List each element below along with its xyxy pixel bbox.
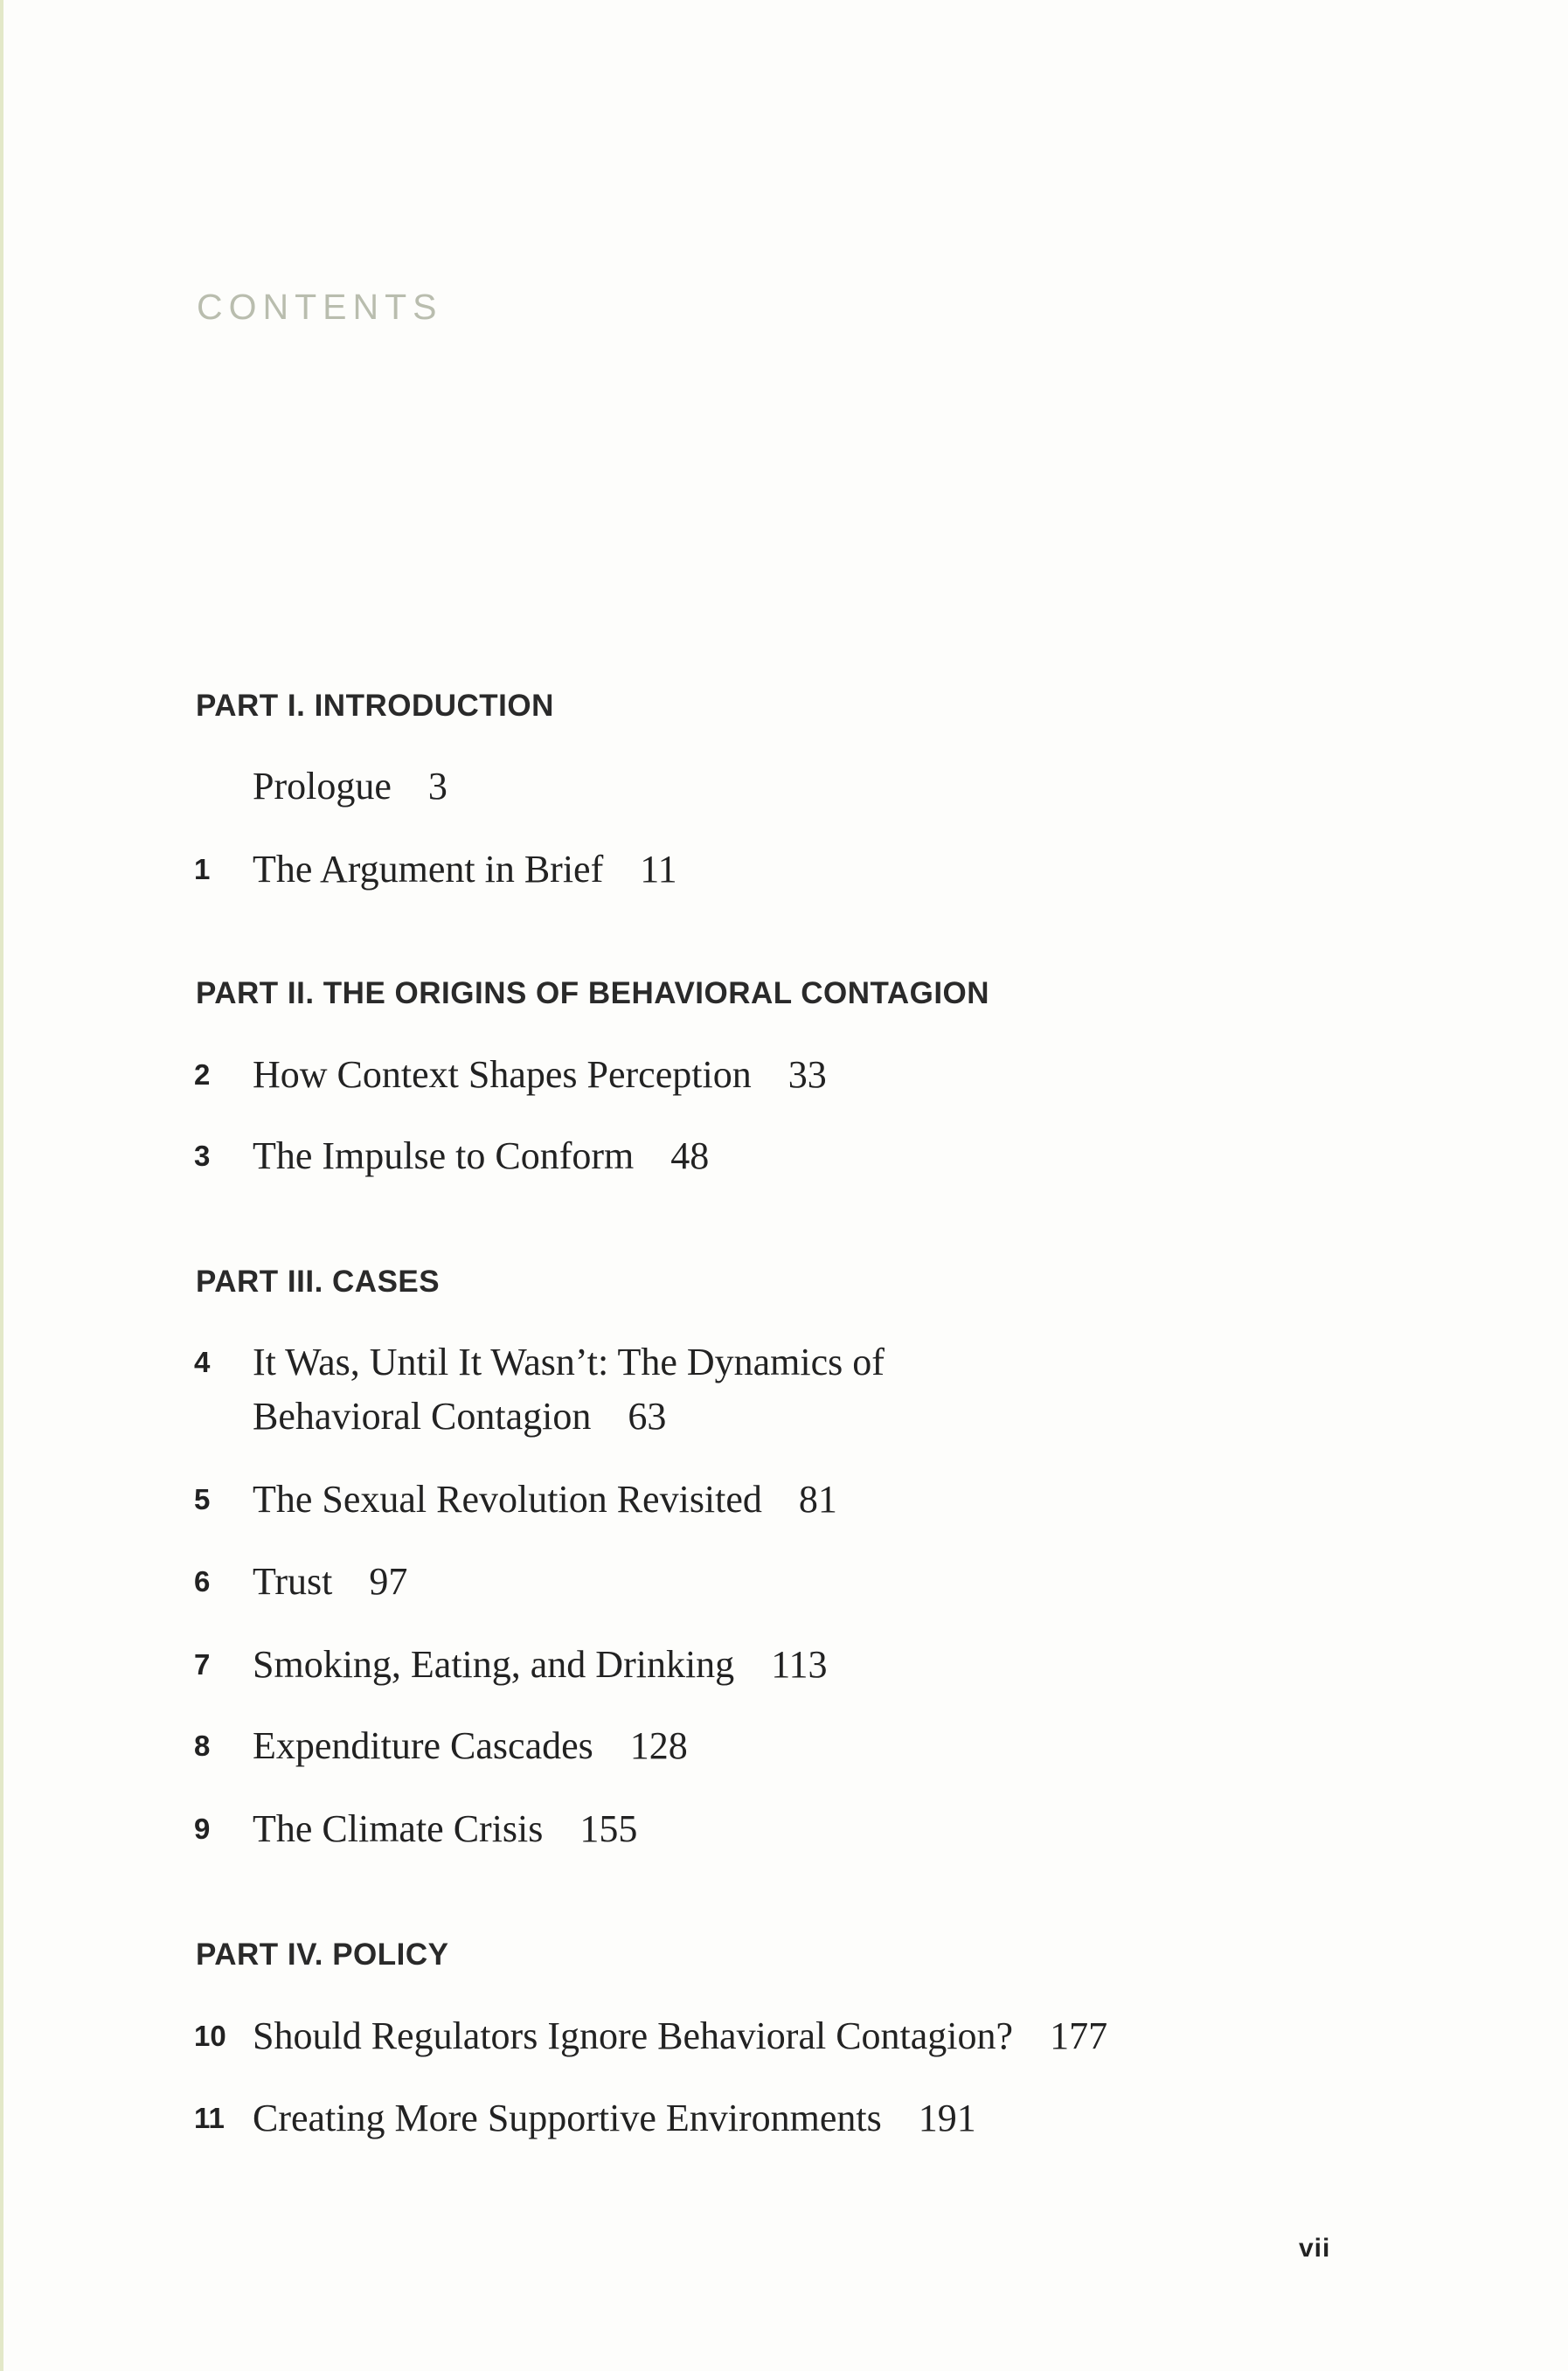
toc-entry[interactable] [194,1556,1330,1608]
contents-heading: CONTENTS [197,287,443,327]
entry-title: Smoking, Eating, and Drinking [253,1643,735,1686]
toc-entry-continued[interactable] [194,1390,1330,1443]
entry-page: 97 [369,1560,408,1603]
entry-page: 113 [771,1643,828,1686]
toc-entry[interactable] [194,760,1330,813]
entry-title: Trust [253,1560,333,1603]
entry-page: 48 [670,1134,710,1177]
toc-entry[interactable] [194,1336,1330,1389]
entry-title: The Impulse to Conform [253,1134,635,1177]
entry-title: Expenditure Cascades [253,1724,593,1767]
entry-page: 191 [918,2097,976,2139]
chapter-number: 10 [194,2020,226,2052]
page-folio: vii [1299,2234,1331,2263]
entry-title: Creating More Supportive Environments [253,2097,882,2139]
entry-title: Prologue [253,765,392,808]
chapter-number: 9 [194,1813,211,1845]
chapter-number: 8 [194,1730,211,1762]
part-heading: PART III. CASES [196,1265,441,1299]
chapter-number: 5 [194,1483,211,1515]
toc-entry[interactable] [194,1049,1330,1101]
entry-title: Behavioral Contagion [253,1395,592,1438]
toc-entry[interactable] [194,1803,1330,1855]
entry-page: 33 [787,1053,827,1096]
toc-entry[interactable] [194,2092,1330,2145]
part-heading: PART II. THE ORIGINS OF BEHAVIORAL CONTAGION [196,976,990,1010]
entry-title: The Sexual Revolution Revisited [253,1478,762,1521]
entry-title: How Context Shapes Perception [253,1053,752,1096]
entry-page: 81 [798,1478,837,1521]
entry-page: 128 [629,1724,688,1767]
entry-title: The Argument in Brief [253,848,604,891]
toc-entry[interactable] [194,1473,1330,1526]
toc-entry[interactable] [194,1130,1330,1182]
part-heading: PART IV. POLICY [196,1938,449,1972]
page-edge [0,0,3,2371]
entry-title: It Was, Until It Wasn’t: The Dynamics of [253,1341,885,1383]
chapter-number: 7 [194,1648,211,1681]
entry-page: 3 [427,765,448,808]
entry-title: The Climate Crisis [253,1807,544,1850]
toc-entry[interactable] [194,2010,1330,2062]
toc-entry[interactable] [194,1639,1330,1691]
part-heading: PART I. INTRODUCTION [196,689,554,723]
entry-page: 63 [628,1395,667,1438]
entry-page: 11 [640,848,677,891]
chapter-number: 11 [194,2102,225,2134]
entry-page: 177 [1050,2014,1108,2057]
chapter-number: 1 [194,853,211,885]
chapter-number: 2 [194,1058,211,1091]
entry-page: 155 [579,1807,638,1850]
toc-entry[interactable] [194,843,1330,896]
chapter-number: 4 [194,1346,211,1378]
toc-entry[interactable] [194,1720,1330,1772]
chapter-number: 6 [194,1565,211,1598]
chapter-number: 3 [194,1140,211,1172]
entry-title: Should Regulators Ignore Behavioral Contagion? [253,2014,1014,2057]
